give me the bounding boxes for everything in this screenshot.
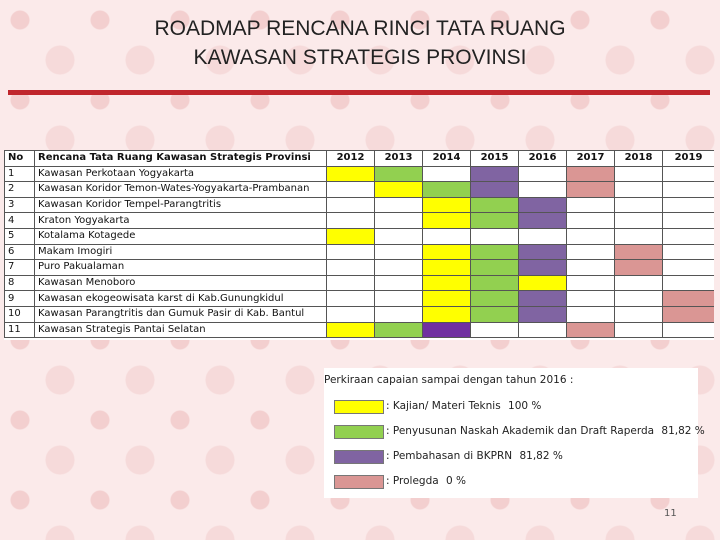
timeline-cell-2017: [567, 306, 615, 322]
row-area-name: Kawasan Koridor Temon-Wates-Yogyakarta-Prambanan: [35, 182, 327, 198]
timeline-cell-2018: [615, 275, 663, 291]
legend-label: : Penyusunan Naskah Akademik dan Draft Raperda: [386, 425, 655, 437]
legend-percent: 81,82 %: [519, 450, 563, 462]
page-number: 11: [664, 508, 677, 519]
timeline-cell-2018: [615, 306, 663, 322]
table-header-row: [5, 151, 715, 167]
header-name: Rencana Tata Ruang Kawasan Strategis Provinsi: [35, 151, 327, 167]
timeline-cell-2018: [615, 322, 663, 338]
row-number: 11: [5, 322, 35, 338]
table-row: [5, 275, 715, 291]
timeline-cell-2016: [519, 182, 567, 198]
timeline-cell-2018: [615, 260, 663, 276]
row-number: 5: [5, 228, 35, 244]
timeline-cell-2019: [663, 260, 715, 276]
timeline-cell-2015: [471, 182, 519, 198]
row-area-name: Kawasan Perkotaan Yogyakarta: [35, 166, 327, 182]
timeline-cell-2015: [471, 213, 519, 229]
timeline-cell-2014: [423, 228, 471, 244]
legend-label: : Kajian/ Materi Teknis: [386, 400, 501, 412]
legend-swatch-pink: [334, 475, 384, 489]
table-row: [5, 322, 715, 338]
table-row: [5, 213, 715, 229]
timeline-cell-2015: [471, 275, 519, 291]
timeline-cell-2017: [567, 166, 615, 182]
legend-panel: [324, 368, 705, 498]
timeline-cell-2018: [615, 166, 663, 182]
header-year: 2016: [519, 151, 567, 167]
header-year: 2018: [615, 151, 663, 167]
timeline-cell-2016: [519, 244, 567, 260]
timeline-cell-2013: [375, 291, 423, 307]
timeline-cell-2019: [663, 213, 715, 229]
timeline-cell-2018: [615, 213, 663, 229]
timeline-cell-2015: [471, 197, 519, 213]
timeline-cell-2019: [663, 306, 715, 322]
timeline-cell-2016: [519, 228, 567, 244]
timeline-cell-2017: [567, 244, 615, 260]
header-no: No: [5, 151, 35, 167]
row-number: 6: [5, 244, 35, 260]
timeline-cell-2012: [327, 291, 375, 307]
timeline-cell-2014: [423, 260, 471, 276]
timeline-cell-2013: [375, 260, 423, 276]
legend-swatch-yellow: [334, 400, 384, 414]
timeline-cell-2012: [327, 228, 375, 244]
timeline-cell-2013: [375, 244, 423, 260]
timeline-cell-2019: [663, 197, 715, 213]
timeline-cell-2018: [615, 244, 663, 260]
timeline-cell-2019: [663, 166, 715, 182]
timeline-cell-2013: [375, 213, 423, 229]
table-row: [5, 228, 715, 244]
timeline-cell-2013: [375, 197, 423, 213]
row-area-name: Kraton Yogyakarta: [35, 213, 327, 229]
header-year: 2014: [423, 151, 471, 167]
timeline-cell-2019: [663, 275, 715, 291]
timeline-cell-2014: [423, 244, 471, 260]
timeline-cell-2016: [519, 260, 567, 276]
timeline-cell-2017: [567, 182, 615, 198]
row-number: 10: [5, 306, 35, 322]
timeline-cell-2016: [519, 275, 567, 291]
timeline-cell-2017: [567, 197, 615, 213]
title-divider: [8, 90, 710, 95]
timeline-cell-2018: [615, 291, 663, 307]
timeline-cell-2017: [567, 228, 615, 244]
roadmap-table-container: [4, 150, 714, 340]
row-area-name: Kotalama Kotagede: [35, 228, 327, 244]
timeline-cell-2012: [327, 182, 375, 198]
legend-percent: 81,82 %: [661, 425, 705, 437]
table-row: [5, 166, 715, 182]
timeline-cell-2014: [423, 291, 471, 307]
timeline-cell-2017: [567, 291, 615, 307]
row-area-name: Makam Imogiri: [35, 244, 327, 260]
row-area-name: Kawasan ekogeowisata karst di Kab.Gunungkidul: [35, 291, 327, 307]
table-body: [5, 166, 715, 338]
timeline-cell-2014: [423, 213, 471, 229]
roadmap-table: [4, 150, 714, 338]
table-row: [5, 182, 715, 198]
timeline-cell-2015: [471, 244, 519, 260]
timeline-cell-2012: [327, 260, 375, 276]
timeline-cell-2013: [375, 182, 423, 198]
row-number: 7: [5, 260, 35, 276]
row-area-name: Kawasan Strategis Pantai Selatan: [35, 322, 327, 338]
legend-swatch-green: [334, 425, 384, 439]
timeline-cell-2019: [663, 291, 715, 307]
timeline-cell-2013: [375, 228, 423, 244]
timeline-cell-2014: [423, 197, 471, 213]
header-year: 2017: [567, 151, 615, 167]
row-number: 9: [5, 291, 35, 307]
header-year: 2013: [375, 151, 423, 167]
timeline-cell-2013: [375, 322, 423, 338]
timeline-cell-2015: [471, 291, 519, 307]
timeline-cell-2012: [327, 197, 375, 213]
row-number: 3: [5, 197, 35, 213]
row-area-name: Puro Pakualaman: [35, 260, 327, 276]
timeline-cell-2015: [471, 306, 519, 322]
slide-title-line-1: ROADMAP RENCANA RINCI TATA RUANG: [154, 17, 566, 40]
table-row: [5, 244, 715, 260]
slide-title: [0, 14, 720, 72]
timeline-cell-2016: [519, 166, 567, 182]
timeline-cell-2013: [375, 166, 423, 182]
timeline-cell-2018: [615, 182, 663, 198]
timeline-cell-2012: [327, 322, 375, 338]
table-row: [5, 260, 715, 276]
legend-swatch-purple: [334, 450, 384, 464]
legend-percent: 100 %: [508, 400, 542, 412]
timeline-cell-2017: [567, 275, 615, 291]
legend-heading: Perkiraan capaian sampai dengan tahun 2016 :: [324, 374, 574, 386]
timeline-cell-2016: [519, 291, 567, 307]
timeline-cell-2019: [663, 228, 715, 244]
timeline-cell-2014: [423, 182, 471, 198]
row-area-name: Kawasan Menoboro: [35, 275, 327, 291]
table-row: [5, 197, 715, 213]
timeline-cell-2015: [471, 260, 519, 276]
row-number: 4: [5, 213, 35, 229]
header-year: 2015: [471, 151, 519, 167]
legend-label: : Pembahasan di BKPRN: [386, 450, 513, 462]
timeline-cell-2014: [423, 275, 471, 291]
header-year: 2012: [327, 151, 375, 167]
timeline-cell-2012: [327, 244, 375, 260]
timeline-cell-2015: [471, 322, 519, 338]
timeline-cell-2017: [567, 213, 615, 229]
timeline-cell-2016: [519, 322, 567, 338]
timeline-cell-2018: [615, 228, 663, 244]
timeline-cell-2016: [519, 213, 567, 229]
slide-title-line-2: KAWASAN STRATEGIS PROVINSI: [193, 46, 527, 69]
row-area-name: Kawasan Koridor Tempel-Parangtritis: [35, 197, 327, 213]
row-number: 1: [5, 166, 35, 182]
timeline-cell-2015: [471, 166, 519, 182]
legend-percent: 0 %: [446, 475, 467, 487]
timeline-cell-2016: [519, 197, 567, 213]
header-year: 2019: [663, 151, 715, 167]
table-row: [5, 306, 715, 322]
timeline-cell-2017: [567, 322, 615, 338]
timeline-cell-2012: [327, 306, 375, 322]
timeline-cell-2014: [423, 306, 471, 322]
timeline-cell-2012: [327, 166, 375, 182]
row-number: 2: [5, 182, 35, 198]
timeline-cell-2014: [423, 322, 471, 338]
row-area-name: Kawasan Parangtritis dan Gumuk Pasir di Kab. Bantul: [35, 306, 327, 322]
timeline-cell-2019: [663, 244, 715, 260]
timeline-cell-2016: [519, 306, 567, 322]
timeline-cell-2012: [327, 213, 375, 229]
row-number: 8: [5, 275, 35, 291]
timeline-cell-2015: [471, 228, 519, 244]
timeline-cell-2012: [327, 275, 375, 291]
timeline-cell-2019: [663, 322, 715, 338]
legend-label: : Prolegda: [386, 475, 439, 487]
timeline-cell-2013: [375, 275, 423, 291]
table-row: [5, 291, 715, 307]
timeline-cell-2017: [567, 260, 615, 276]
timeline-cell-2014: [423, 166, 471, 182]
timeline-cell-2019: [663, 182, 715, 198]
timeline-cell-2018: [615, 197, 663, 213]
timeline-cell-2013: [375, 306, 423, 322]
